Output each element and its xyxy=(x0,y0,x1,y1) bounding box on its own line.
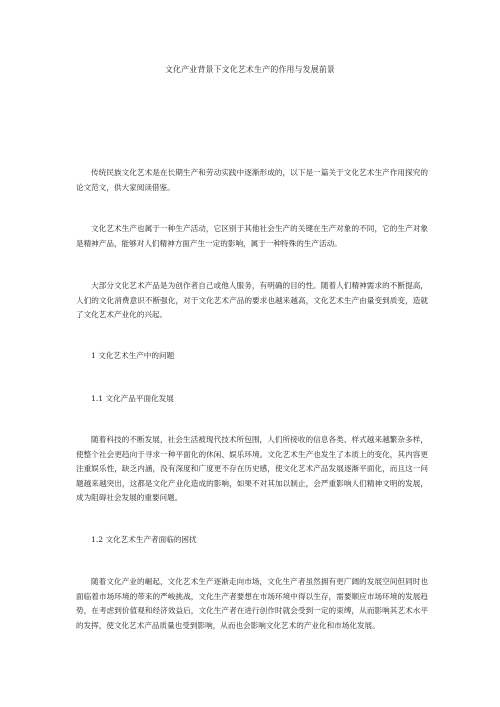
intro-paragraph: 传统民族文化艺术是在长期生产和劳动实践中逐渐形成的，以下是一篇关于文化艺术生产作用探究的论文范文，供大家阅读借鉴。 xyxy=(76,168,428,192)
section-1-heading: 1 文化艺术生产中的问题 xyxy=(91,351,175,360)
document-title: 文化产业背景下文化艺术生产的作用与发展前景 xyxy=(164,65,336,74)
paragraph-purpose: 大部分文化艺术产品是为创作者自己或他人服务，有明确的目的性。随着人们精神需求的不断提高，人们的文化消费意识不断强化，对于文化艺术产品的要求也越来越高，文化艺术生产由量变到质变，造就了文化艺术产业化的兴起。 xyxy=(76,281,428,319)
section-1-2-heading: 1.2 文化艺术生产者面临的困扰 xyxy=(91,535,197,544)
section-1-2-paragraph: 随着文化产业的崛起，文化艺术生产逐渐走向市场，文化生产者虽然拥有更广阔的发展空间但同时也面临着市场环境的带来的严峻挑战，文化生产者要想在市场环境中得以生存，需要顺应市场环境的发展趋势，在考虑到价值观和经济效益后，文化生产者在进行创作时就会受到一定的束缚，从而影响其艺术水平的发挥，使文化艺术产品质量也受到影响，从而也会影响文化艺术的产业化和市场化发展。 xyxy=(76,577,428,630)
section-1-1-heading: 1.1 文化产品平面化发展 xyxy=(91,394,174,403)
paragraph-definition: 文化艺术生产也属于一种生产活动，它区别于其他社会生产的关键在生产对象的不同，它的生产对象是精神产品，能够对人们精神方面产生一定的影响，属于一种特殊的生产活动。 xyxy=(76,224,428,248)
section-1-1-paragraph: 随着科技的不断发展，社会生活被现代技术所包围，人们所接收的信息各类、样式越来越繁杂多样，使整个社会更趋向于寻求一种平面化的休闲、娱乐环境。文化艺术生产也发生了本质上的变化，其内容更注重娱乐性，缺乏内涵，没有深度和广度更不存在历史感，使文化艺术产品发展逐渐平面化，而且这一问题越来越突出，这都是文化产业化造成的影响，如果不对其加以制止，会严重影响人们精神文明的发展，成为阻碍社会发展的重要问题。 xyxy=(76,435,428,502)
